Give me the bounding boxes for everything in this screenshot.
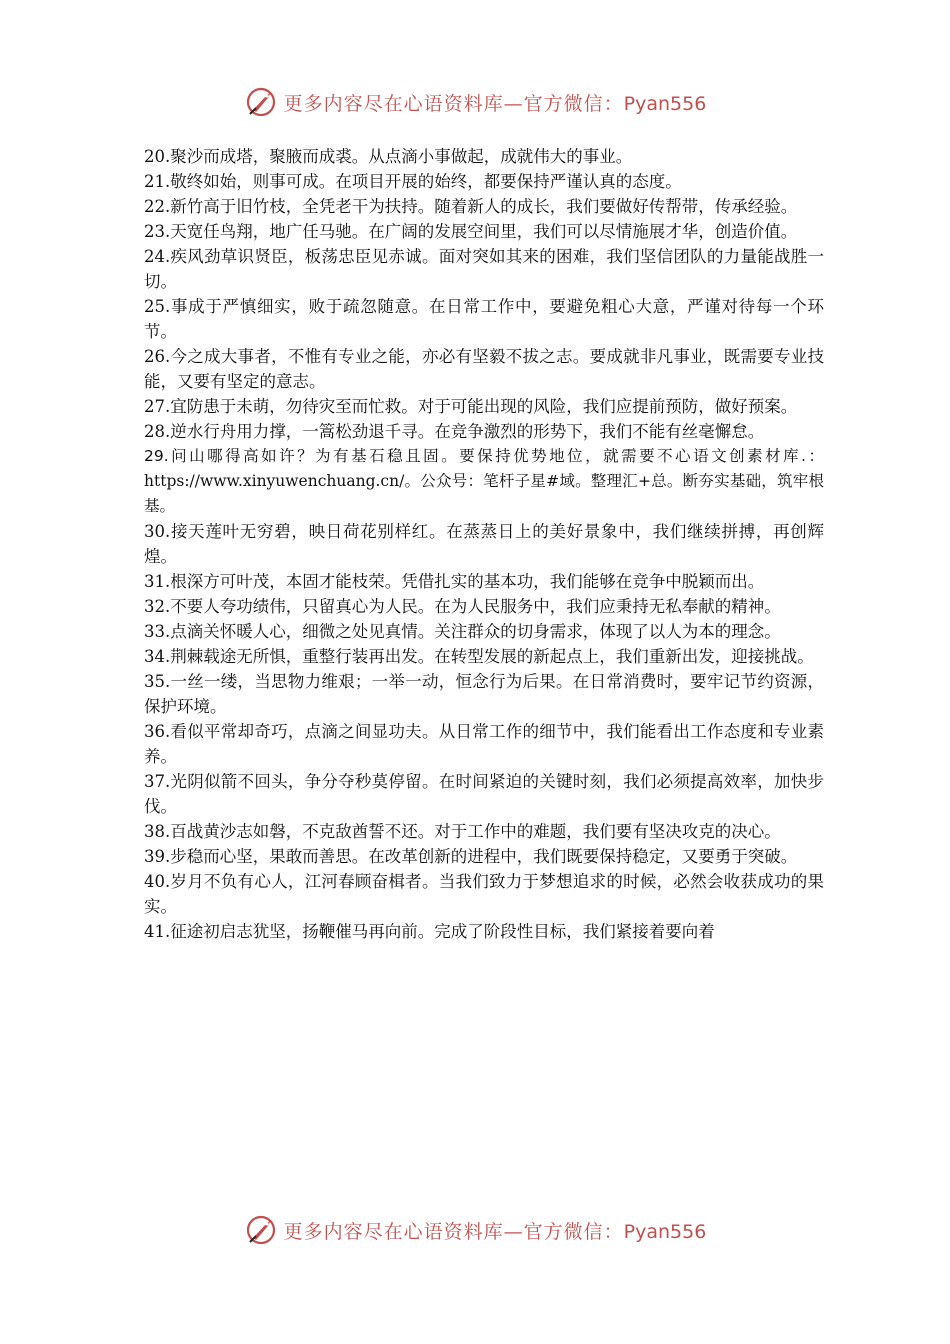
header-wechat-id: Pyan556: [623, 92, 707, 115]
list-item: 28.逆水行舟用力撑，一篙松劲退千寻。在竞争激烈的形势下，我们不能有丝毫懈怠。: [144, 422, 765, 441]
header-text: [284, 89, 707, 116]
list-item-29: [144, 444, 824, 519]
pen-nib-logo-icon: [244, 84, 280, 120]
list-item: 38.百战黄沙志如磐，不克敌酋誓不还。对于工作中的难题，我们要有坚决攻克的决心。: [144, 822, 781, 841]
list-item: 26.今之成大事者，不惟有专业之能，亦必有坚毅不拔之志。要成就非凡事业，既需要专业技能，又要有坚定的意志。: [144, 347, 824, 391]
source-url: https://www.xinyuwenchuang.cn/: [144, 472, 405, 490]
header-caption: 更多内容尽在心语资料库—官方微信：: [283, 92, 624, 115]
footer-banner: [0, 1212, 950, 1248]
list-item: 22.新竹高于旧竹枝，全凭老干为扶持。随着新人的成长，我们要做好传帮带，传承经验。: [144, 197, 798, 216]
footer-wechat-id: Pyan556: [623, 1220, 707, 1243]
list-item: 37.光阴似箭不回头，争分夺秒莫停留。在时间紧迫的关键时刻，我们必须提高效率，加快步伐。: [144, 772, 824, 816]
list-item: 40.岁月不负有心人，江河春顾奋楫者。当我们致力于梦想追求的时候，必然会收获成功的果实。: [144, 872, 824, 916]
entry-29-suffix: 。公众号：笔杆子星#域。整理汇+总。断夯实基础，筑牢根基。: [144, 472, 824, 515]
list-item: 39.步稳而心坚，果敢而善思。在改革创新的进程中，我们既要保持稳定，又要勇于突破。: [144, 847, 798, 866]
document-body: [144, 144, 824, 944]
header-banner: [0, 84, 950, 120]
list-item: 23.天宽任鸟翔，地广任马驰。在广阔的发展空间里，我们可以尽情施展才华，创造价值。: [144, 222, 798, 241]
list-item: 32.不要人夸功绩伟，只留真心为人民。在为人民服务中，我们应秉持无私奉献的精神。: [144, 597, 781, 616]
list-item: 30.接天莲叶无穷碧，映日荷花别样红。在蒸蒸日上的美好景象中，我们继续拼搏，再创辉煌。: [144, 522, 824, 566]
footer-text: [284, 1217, 707, 1244]
list-item: 35.一丝一缕，当思物力维艰；一举一动，恒念行为后果。在日常消费时，要牢记节约资源，保护环境。: [144, 672, 824, 716]
list-item: 36.看似平常却奇巧，点滴之间显功夫。从日常工作的细节中，我们能看出工作态度和专业素养。: [144, 722, 824, 766]
list-item: 25.事成于严慎细实，败于疏忽随意。在日常工作中，要避免粗心大意，严谨对待每一个环节。: [144, 297, 824, 341]
list-item: 27.宜防患于未萌，勿待灾至而忙救。对于可能出现的风险，我们应提前预防，做好预案。: [144, 397, 798, 416]
entry-29-text: 29.问山哪得高如许？为有基石稳且固。要保持优势地位，就需要不心语文创素材库.：: [144, 447, 824, 465]
pen-nib-logo-icon: [244, 1212, 280, 1248]
footer-caption: 更多内容尽在心语资料库—官方微信：: [283, 1220, 624, 1243]
list-item: 31.根深方可叶茂，本固才能枝荣。凭借扎实的基本功，我们能够在竞争中脱颖而出。: [144, 572, 765, 591]
list-item: 20.聚沙而成塔，聚腋而成裘。从点滴小事做起，成就伟大的事业。: [144, 147, 633, 166]
list-item: 41.征途初启志犹坚，扬鞭催马再向前。完成了阶段性目标，我们紧接着要向着: [144, 922, 715, 941]
list-item: 33.点滴关怀暖人心，细微之处见真情。关注群众的切身需求，体现了以人为本的理念。: [144, 622, 781, 641]
list-item: 24.疾风劲草识贤臣，板荡忠臣见赤诚。面对突如其来的困难，我们坚信团队的力量能战胜一切。: [144, 247, 824, 291]
list-item: 34.荆棘载途无所惧，重整行装再出发。在转型发展的新起点上，我们重新出发，迎接挑战。: [144, 647, 814, 666]
list-item: 21.敬终如始，则事可成。在项目开展的始终，都要保持严谨认真的态度。: [144, 172, 682, 191]
